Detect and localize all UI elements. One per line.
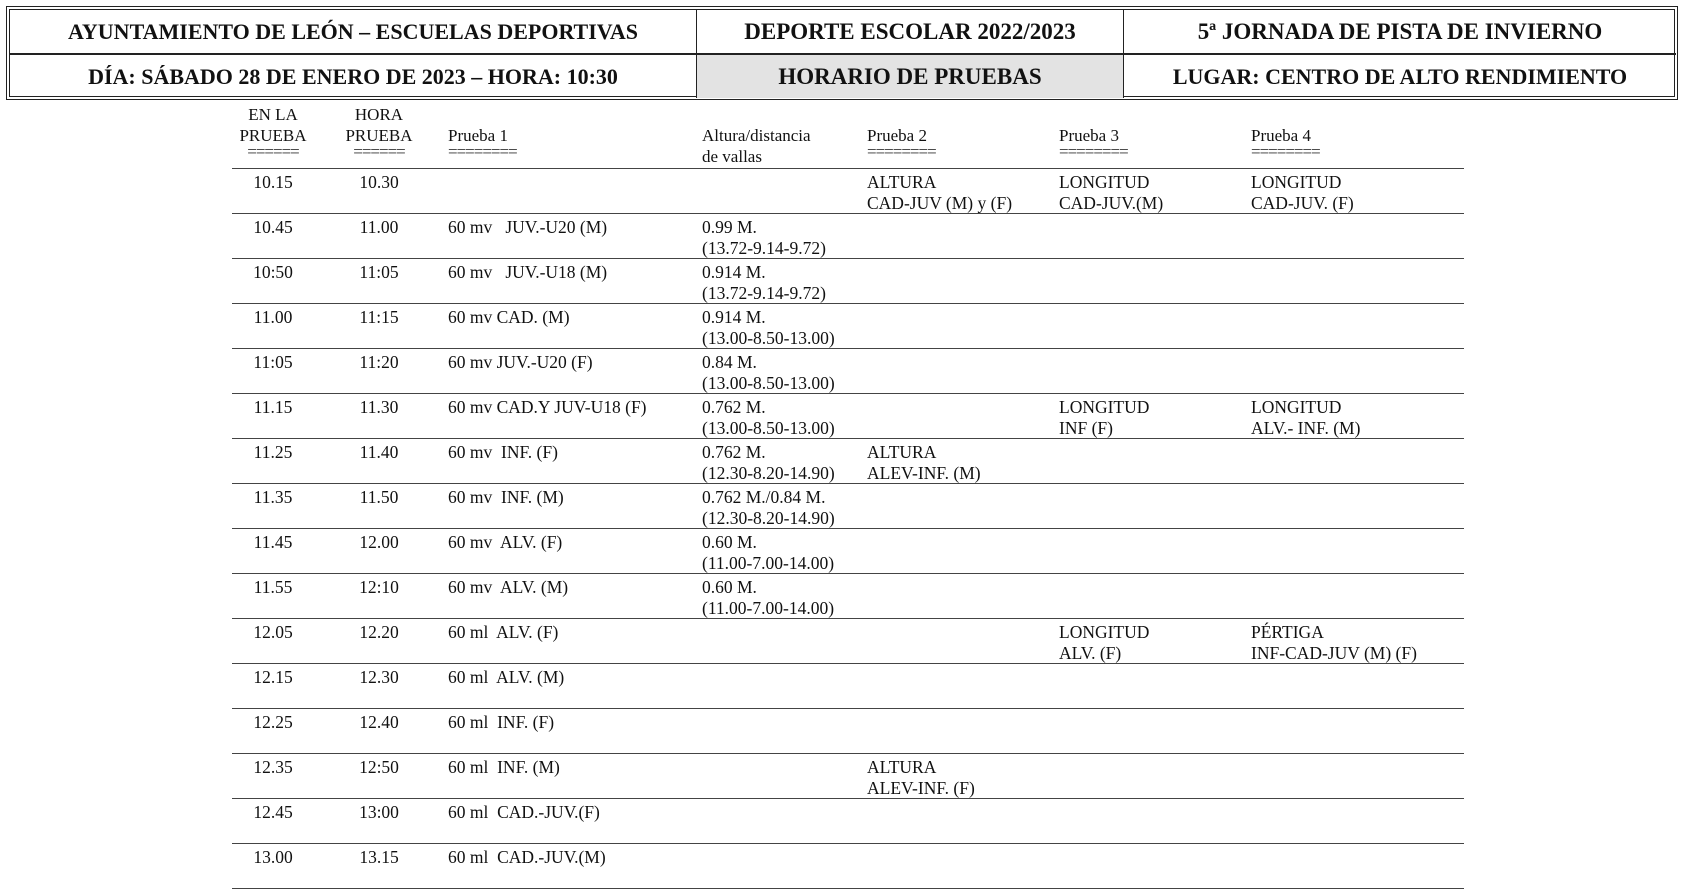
col-prueba4: Prueba 4 ========: [1251, 126, 1320, 161]
cell-alt: [702, 442, 835, 484]
cell-p3-line: ALV. (F): [1059, 643, 1122, 663]
cell-p1: 60 ml INF. (M): [448, 757, 560, 777]
cell-p1: 60 ml CAD.-JUV.(M): [448, 847, 606, 867]
cell-p1: 60 ml ALV. (F): [448, 622, 559, 642]
cell-en: 12.15: [253, 667, 293, 687]
cell-alt-line: (13.00-8.50-13.00): [702, 373, 835, 393]
cell-hora: 11:15: [359, 307, 399, 327]
col-altura: Altura/distancia de vallas: [702, 126, 811, 166]
cell-en: 10.15: [253, 172, 293, 192]
header-venue: LUGAR: CENTRO DE ALTO RENDIMIENTO: [1172, 63, 1628, 89]
header-box: [6, 6, 1678, 100]
cell-p4-line: PÉRTIGA: [1251, 622, 1324, 642]
cell-hora: 11:20: [359, 352, 399, 372]
cell-alt-line: 0.762 M.: [702, 442, 766, 462]
cell-hora: 11.40: [359, 442, 399, 462]
cell-p1: 60 mv CAD. (M): [448, 307, 570, 327]
cell-en: 11.55: [253, 577, 293, 597]
table-row: [232, 483, 1464, 528]
cell-p1: 60 ml ALV. (M): [448, 667, 565, 687]
cell-alt-line: 0.762 M.: [702, 397, 766, 417]
cell-en: 11.45: [253, 532, 293, 552]
cell-hora: 11.30: [359, 397, 399, 417]
cell-hora: 12:10: [359, 577, 399, 597]
cell-en: 11.00: [253, 307, 293, 327]
table-row: [232, 438, 1464, 483]
cell-p1: 60 mv ALV. (F): [448, 532, 563, 552]
cell-en: 11.35: [253, 487, 293, 507]
cell-hora: 10.30: [359, 172, 399, 192]
table-row: [232, 618, 1464, 663]
cell-alt: [702, 352, 835, 394]
cell-p2-line: ALEV-INF. (F): [867, 778, 975, 798]
cell-alt-line: (13.72-9.14-9.72): [702, 283, 826, 303]
table-row: [232, 843, 1464, 888]
table-row: [232, 303, 1464, 348]
cell-alt: [702, 487, 835, 529]
cell-hora: 11:05: [359, 262, 399, 282]
header-date-time: DÍA: SÁBADO 28 DE ENERO DE 2023 – HORA: 10:30: [88, 63, 618, 89]
cell-p3: [1059, 172, 1163, 214]
row-divider: [232, 888, 1464, 889]
cell-p3: [1059, 397, 1149, 439]
cell-p2-line: CAD-JUV (M) y (F): [867, 193, 1013, 213]
cell-alt-line: 0.914 M.: [702, 262, 766, 282]
cell-en: 12.05: [253, 622, 293, 642]
cell-en: 12.25: [253, 712, 293, 732]
cell-en: 11:05: [253, 352, 293, 372]
col-hora-prueba: HORA PRUEBA ======: [345, 105, 413, 161]
table-row: [232, 393, 1464, 438]
cell-p4-line: LONGITUD: [1251, 397, 1342, 417]
cell-alt-line: 0.914 M.: [702, 307, 766, 327]
cell-p1: 60 mv JUV.-U20 (F): [448, 352, 593, 372]
cell-hora: 12.30: [359, 667, 399, 687]
table-row: [232, 168, 1464, 213]
table-row: [232, 798, 1464, 843]
cell-p3: [1059, 622, 1149, 664]
header-schedule-title: HORARIO DE PRUEBAS: [697, 55, 1123, 98]
cell-p2-line: ALEV-INF. (M): [867, 463, 981, 483]
col-prueba2: Prueba 2 ========: [867, 126, 936, 161]
cell-alt-line: 0.60 M.: [702, 532, 757, 552]
cell-alt-line: (13.72-9.14-9.72): [702, 238, 826, 258]
header-org: AYUNTAMIENTO DE LEÓN – ESCUELAS DEPORTIVAS: [68, 18, 638, 44]
cell-alt: [702, 397, 835, 439]
cell-p2-line: ALTURA: [867, 757, 937, 777]
cell-p1: 60 mv INF. (M): [448, 487, 564, 507]
cell-alt-line: 0.84 M.: [702, 352, 757, 372]
cell-p3-line: INF (F): [1059, 418, 1113, 438]
cell-alt-line: 0.99 M.: [702, 217, 757, 237]
cell-p1: 60 ml CAD.-JUV.(F): [448, 802, 600, 822]
table-row: [232, 258, 1464, 303]
table-row: [232, 528, 1464, 573]
cell-p2: [867, 757, 975, 799]
cell-hora: 11.00: [359, 217, 399, 237]
cell-en: 11.25: [253, 442, 293, 462]
cell-en: 13.00: [253, 847, 293, 867]
cell-p3-line: LONGITUD: [1059, 622, 1150, 642]
col-prueba3: Prueba 3 ========: [1059, 126, 1128, 161]
cell-p1: 60 mv JUV.-U20 (M): [448, 217, 608, 237]
cell-p4: [1251, 172, 1354, 214]
cell-p4-line: CAD-JUV. (F): [1251, 193, 1354, 213]
cell-en: 12.45: [253, 802, 293, 822]
table-row: [232, 708, 1464, 753]
cell-en: 10.45: [253, 217, 293, 237]
cell-p2: [867, 172, 1012, 214]
cell-p4-line: INF-CAD-JUV (M) (F): [1251, 643, 1417, 663]
cell-alt-line: (13.00-8.50-13.00): [702, 328, 835, 348]
cell-hora: 12.00: [359, 532, 399, 552]
cell-alt-line: (12.30-8.20-14.90): [702, 508, 835, 528]
cell-p3-line: LONGITUD: [1059, 172, 1150, 192]
cell-alt-line: 0.762 M./0.84 M.: [702, 487, 826, 507]
cell-alt: [702, 262, 826, 304]
table-row: [232, 663, 1464, 708]
cell-p1: 60 mv INF. (F): [448, 442, 558, 462]
cell-p4-line: ALV.- INF. (M): [1251, 418, 1361, 438]
cell-alt: [702, 217, 826, 259]
cell-en: 12.35: [253, 757, 293, 777]
header-season: DEPORTE ESCOLAR 2022/2023: [744, 18, 1076, 44]
table-row: [232, 213, 1464, 258]
header-event: 5ª JORNADA DE PISTA DE INVIERNO: [1197, 18, 1603, 44]
col-en-la-prueba: EN LA PRUEBA ======: [239, 105, 307, 161]
cell-alt: [702, 577, 834, 619]
header-inner-frame: [9, 9, 1675, 97]
cell-p4: [1251, 622, 1417, 664]
cell-p1: 60 mv JUV.-U18 (M): [448, 262, 608, 282]
cell-p4: [1251, 397, 1360, 439]
cell-hora: 13:00: [359, 802, 399, 822]
cell-p2-line: ALTURA: [867, 442, 937, 462]
cell-p3-line: LONGITUD: [1059, 397, 1150, 417]
table-row: [232, 348, 1464, 393]
cell-en: 11.15: [253, 397, 293, 417]
cell-hora: 12.40: [359, 712, 399, 732]
cell-alt-line: (11.00-7.00-14.00): [702, 598, 835, 618]
cell-p1: 60 mv ALV. (M): [448, 577, 569, 597]
cell-p1: 60 mv CAD.Y JUV-U18 (F): [448, 397, 647, 417]
cell-alt-line: (12.30-8.20-14.90): [702, 463, 835, 483]
cell-alt: [702, 532, 834, 574]
cell-hora: 11.50: [359, 487, 399, 507]
cell-p4-line: LONGITUD: [1251, 172, 1342, 192]
table-row: [232, 573, 1464, 618]
table-row: [232, 753, 1464, 798]
cell-hora: 12:50: [359, 757, 399, 777]
cell-alt: [702, 307, 835, 349]
cell-hora: 13.15: [359, 847, 399, 867]
cell-hora: 12.20: [359, 622, 399, 642]
cell-alt-line: (11.00-7.00-14.00): [702, 553, 835, 573]
cell-alt-line: (13.00-8.50-13.00): [702, 418, 835, 438]
cell-alt-line: 0.60 M.: [702, 577, 757, 597]
cell-en: 10:50: [253, 262, 293, 282]
cell-p3-line: CAD-JUV.(M): [1059, 193, 1164, 213]
col-prueba1: Prueba 1 ========: [448, 126, 517, 161]
cell-p2-line: ALTURA: [867, 172, 937, 192]
cell-p1: 60 ml INF. (F): [448, 712, 555, 732]
cell-p2: [867, 442, 981, 484]
